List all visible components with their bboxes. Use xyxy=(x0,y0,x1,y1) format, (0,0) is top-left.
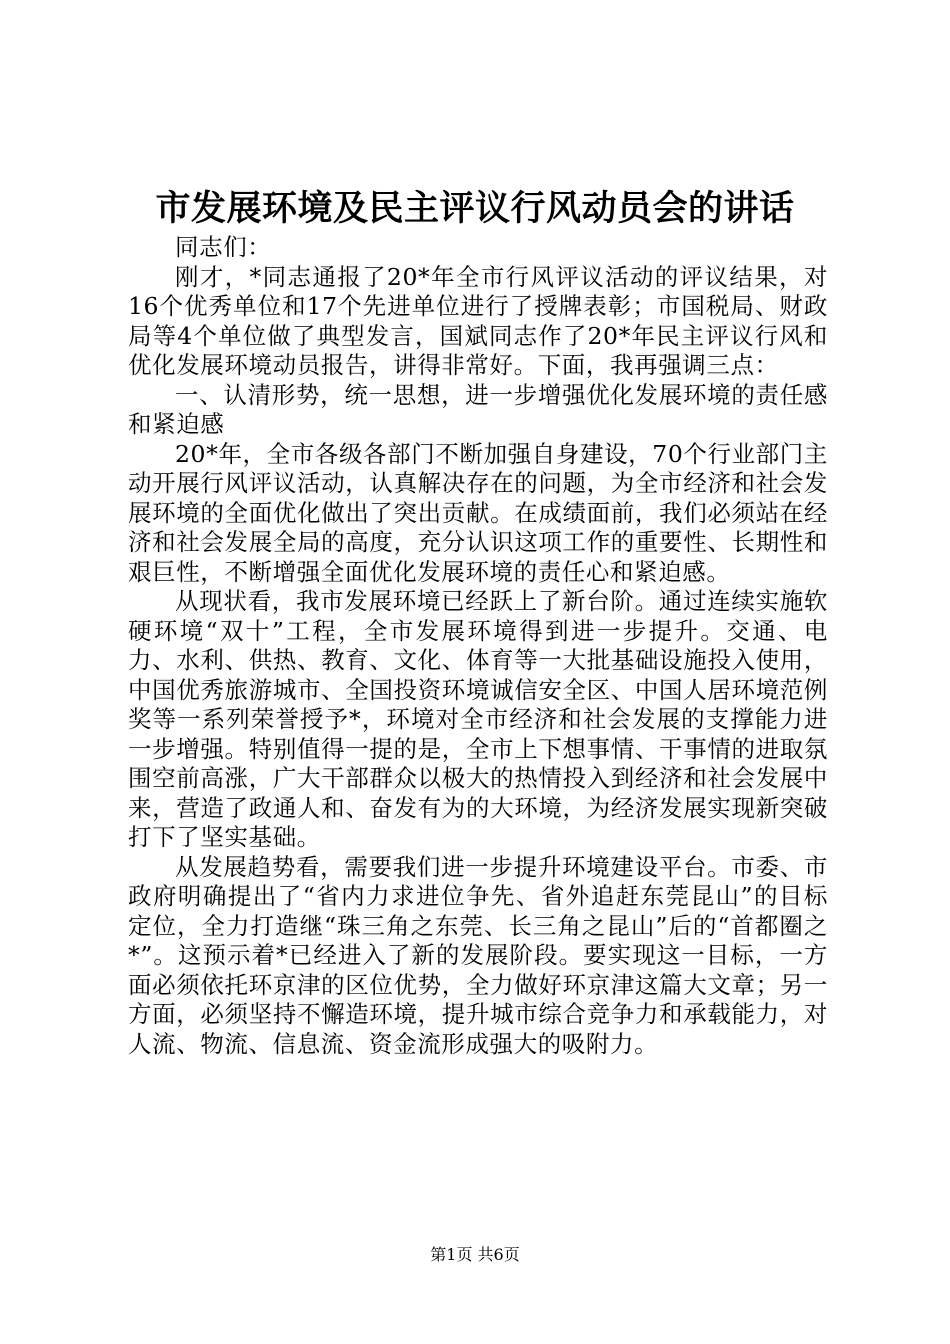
paragraph-current-status: 从现状看，我市发展环境已经跃上了新台阶。通过连续实施软硬环境“双十”工程，全市发展环境得到进一步提升。交通、电力、水利、供热、教育、文化、体育等一大批基础设施投入使用，中国优秀旅游城市、全国投资环境诚信安全区、中国人居环境范例奖等一系列荣誉授予*，环境对全市经济和社会发展的支撑能力进一步增强。特别值得一提的是，全市上下想事情、干事情的进取氛围空前高涨，广大干部群众以极大的热情投入到经济和社会发展中来，营造了政通人和、奋发有为的大环境，为经济发展实现新突破打下了坚实基础。 xyxy=(128,587,828,851)
paragraph-intro: 刚才，*同志通报了20*年全市行风评议活动的评议结果，对16个优秀单位和17个先进单位进行了授牌表彰；市国税局、财政局等4个单位做了典型发言，国斌同志作了20*年民主评议行风和优化发展环境动员报告，讲得非常好。下面，我再强调三点： xyxy=(128,262,828,379)
page-footer: 第1页 共6页 xyxy=(430,1245,520,1264)
document-body xyxy=(128,233,828,1059)
salutation: 同志们： xyxy=(175,233,272,261)
paragraph-development-trend: 从发展趋势看，需要我们进一步提升环境建设平台。市委、市政府明确提出了“省内力求进位争先、省外追赶东莞昆山”的目标定位，全力打造继“珠三角之东莞、长三角之昆山”后的“首都圈之*”。这预示着*已经进入了新的发展阶段。要实现这一目标，一方面必须依托环京津的区位优势，全力做好环京津这篇大文章；另一方面，必须坚持不懈造环境，提升城市综合竞争力和承载能力，对人流、物流、信息流、资金流形成强大的吸附力。 xyxy=(128,852,828,1058)
document-title: 市发展环境及民主评议行风动员会的讲话 xyxy=(155,188,795,229)
section-heading-1: 一、认清形势，统一思想，进一步增强优化发展环境的责任感和紧迫感 xyxy=(128,380,828,438)
paragraph-achievements: 20*年，全市各级各部门不断加强自身建设，70个行业部门主动开展行风评议活动，认真解决存在的问题，为全市经济和社会发展环境的全面优化做出了突出贡献。在成绩面前，我们必须站在经济和社会发展全局的高度，充分认识这项工作的重要性、长期性和艰巨性，不断增强全面优化发展环境的责任心和紧迫感。 xyxy=(128,439,828,586)
